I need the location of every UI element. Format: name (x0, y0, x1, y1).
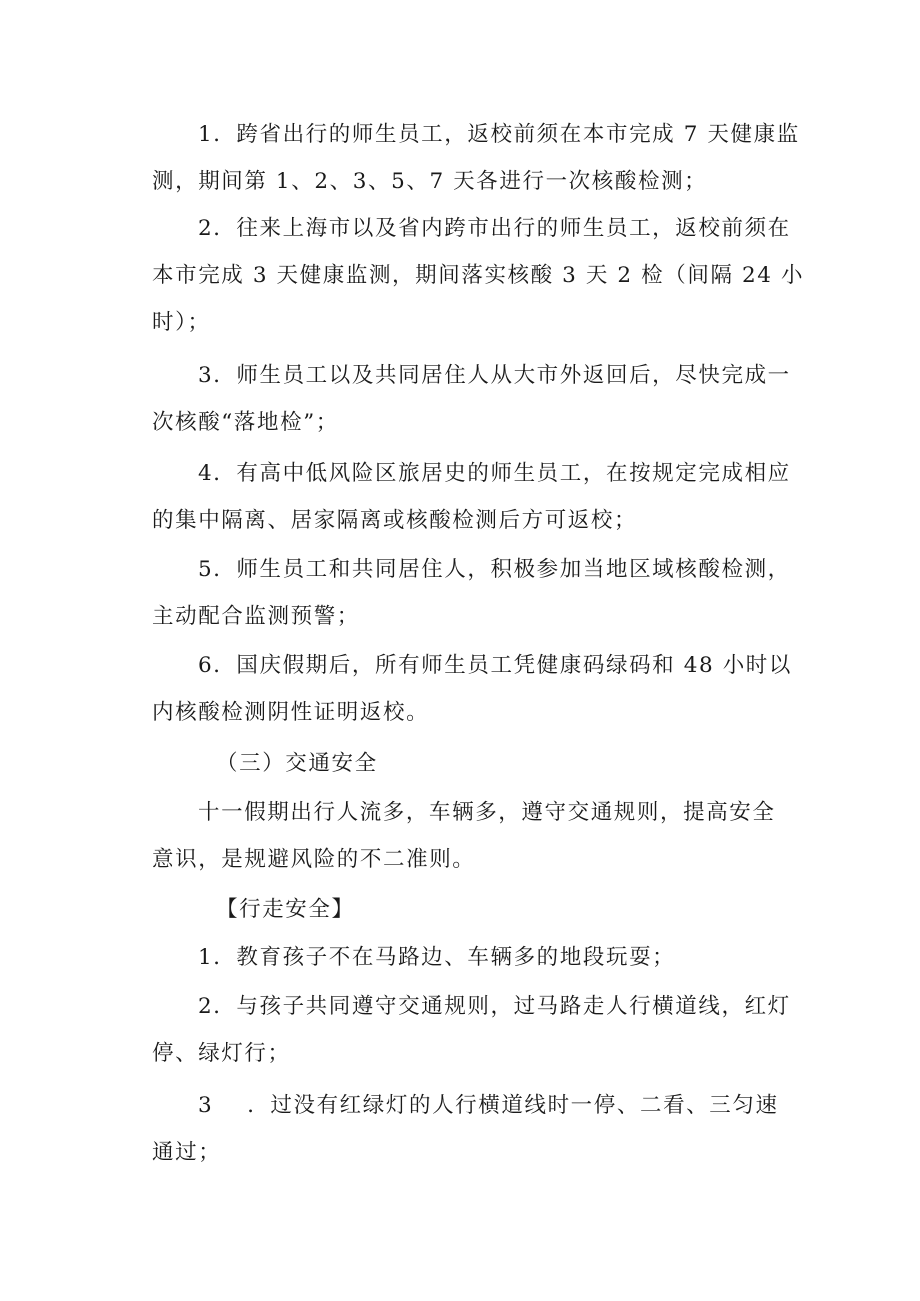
text-line: 主动配合监测预警； (152, 604, 360, 629)
text-line: 测，期间第 1、2、3、5、7 天各进行一次核酸检测； (152, 169, 708, 194)
text-line: 停、绿灯行； (152, 1041, 291, 1066)
subheading (152, 886, 792, 933)
text-line: 3．师生员工以及共同居住人从大市外返回后，尽快完成一 (198, 363, 791, 388)
text-line: 2．与孩子共同遵守交通规则，过马路走人行横道线，红灯 (198, 994, 791, 1019)
text-line: 通过； (152, 1140, 222, 1165)
item-text: ．过没有红绿灯的人行横道线时一停、二看、三匀速 (247, 1093, 779, 1118)
text-line: 次核酸“落地检”； (152, 410, 339, 435)
traffic-intro (152, 789, 792, 883)
text-line: 本市完成 3 天健康监测，期间落实核酸 3 天 2 检（间隔 24 小 (152, 263, 805, 288)
walking-item-2 (152, 983, 792, 1077)
text-line: 内核酸检测阴性证明返校。 (152, 700, 430, 725)
health-item-3 (152, 352, 792, 446)
item-number: 3 (198, 1093, 214, 1118)
text-line: 1．跨省出行的师生员工，返校前须在本市完成 7 天健康监 (198, 122, 800, 147)
text-line: 十一假期出行人流多，车辆多，遵守交通规则，提高安全 (198, 800, 776, 825)
health-item-1 (152, 111, 800, 205)
text-line: 6．国庆假期后，所有师生员工凭健康码绿码和 48 小时以 (198, 653, 793, 678)
subheading-text: 【行走安全】 (216, 897, 355, 922)
health-item-4 (152, 450, 792, 544)
text-line: 时）； (152, 310, 211, 335)
heading-text: （三）交通安全 (216, 751, 378, 776)
text-line: 5．师生员工和共同居住人，积极参加当地区域核酸检测， (198, 557, 791, 582)
text-line: 4．有高中低风险区旅居史的师生员工，在按规定完成相应 (198, 461, 791, 486)
walking-item-1 (152, 934, 792, 981)
text-line: 1．教育孩子不在马路边、车辆多的地段玩耍； (198, 945, 676, 970)
section-heading (152, 740, 792, 787)
text-line (152, 1082, 792, 1129)
text-line: 意识，是规避风险的不二准则。 (152, 847, 476, 872)
health-item-2 (152, 205, 805, 346)
text-line: 的集中隔离、居家隔离或核酸检测后方可返校； (152, 508, 638, 533)
health-item-6 (152, 642, 792, 736)
walking-item-3 (152, 1082, 792, 1176)
health-item-5 (152, 546, 792, 640)
text-line: 2．往来上海市以及省内跨市出行的师生员工，返校前须在 (198, 216, 791, 241)
